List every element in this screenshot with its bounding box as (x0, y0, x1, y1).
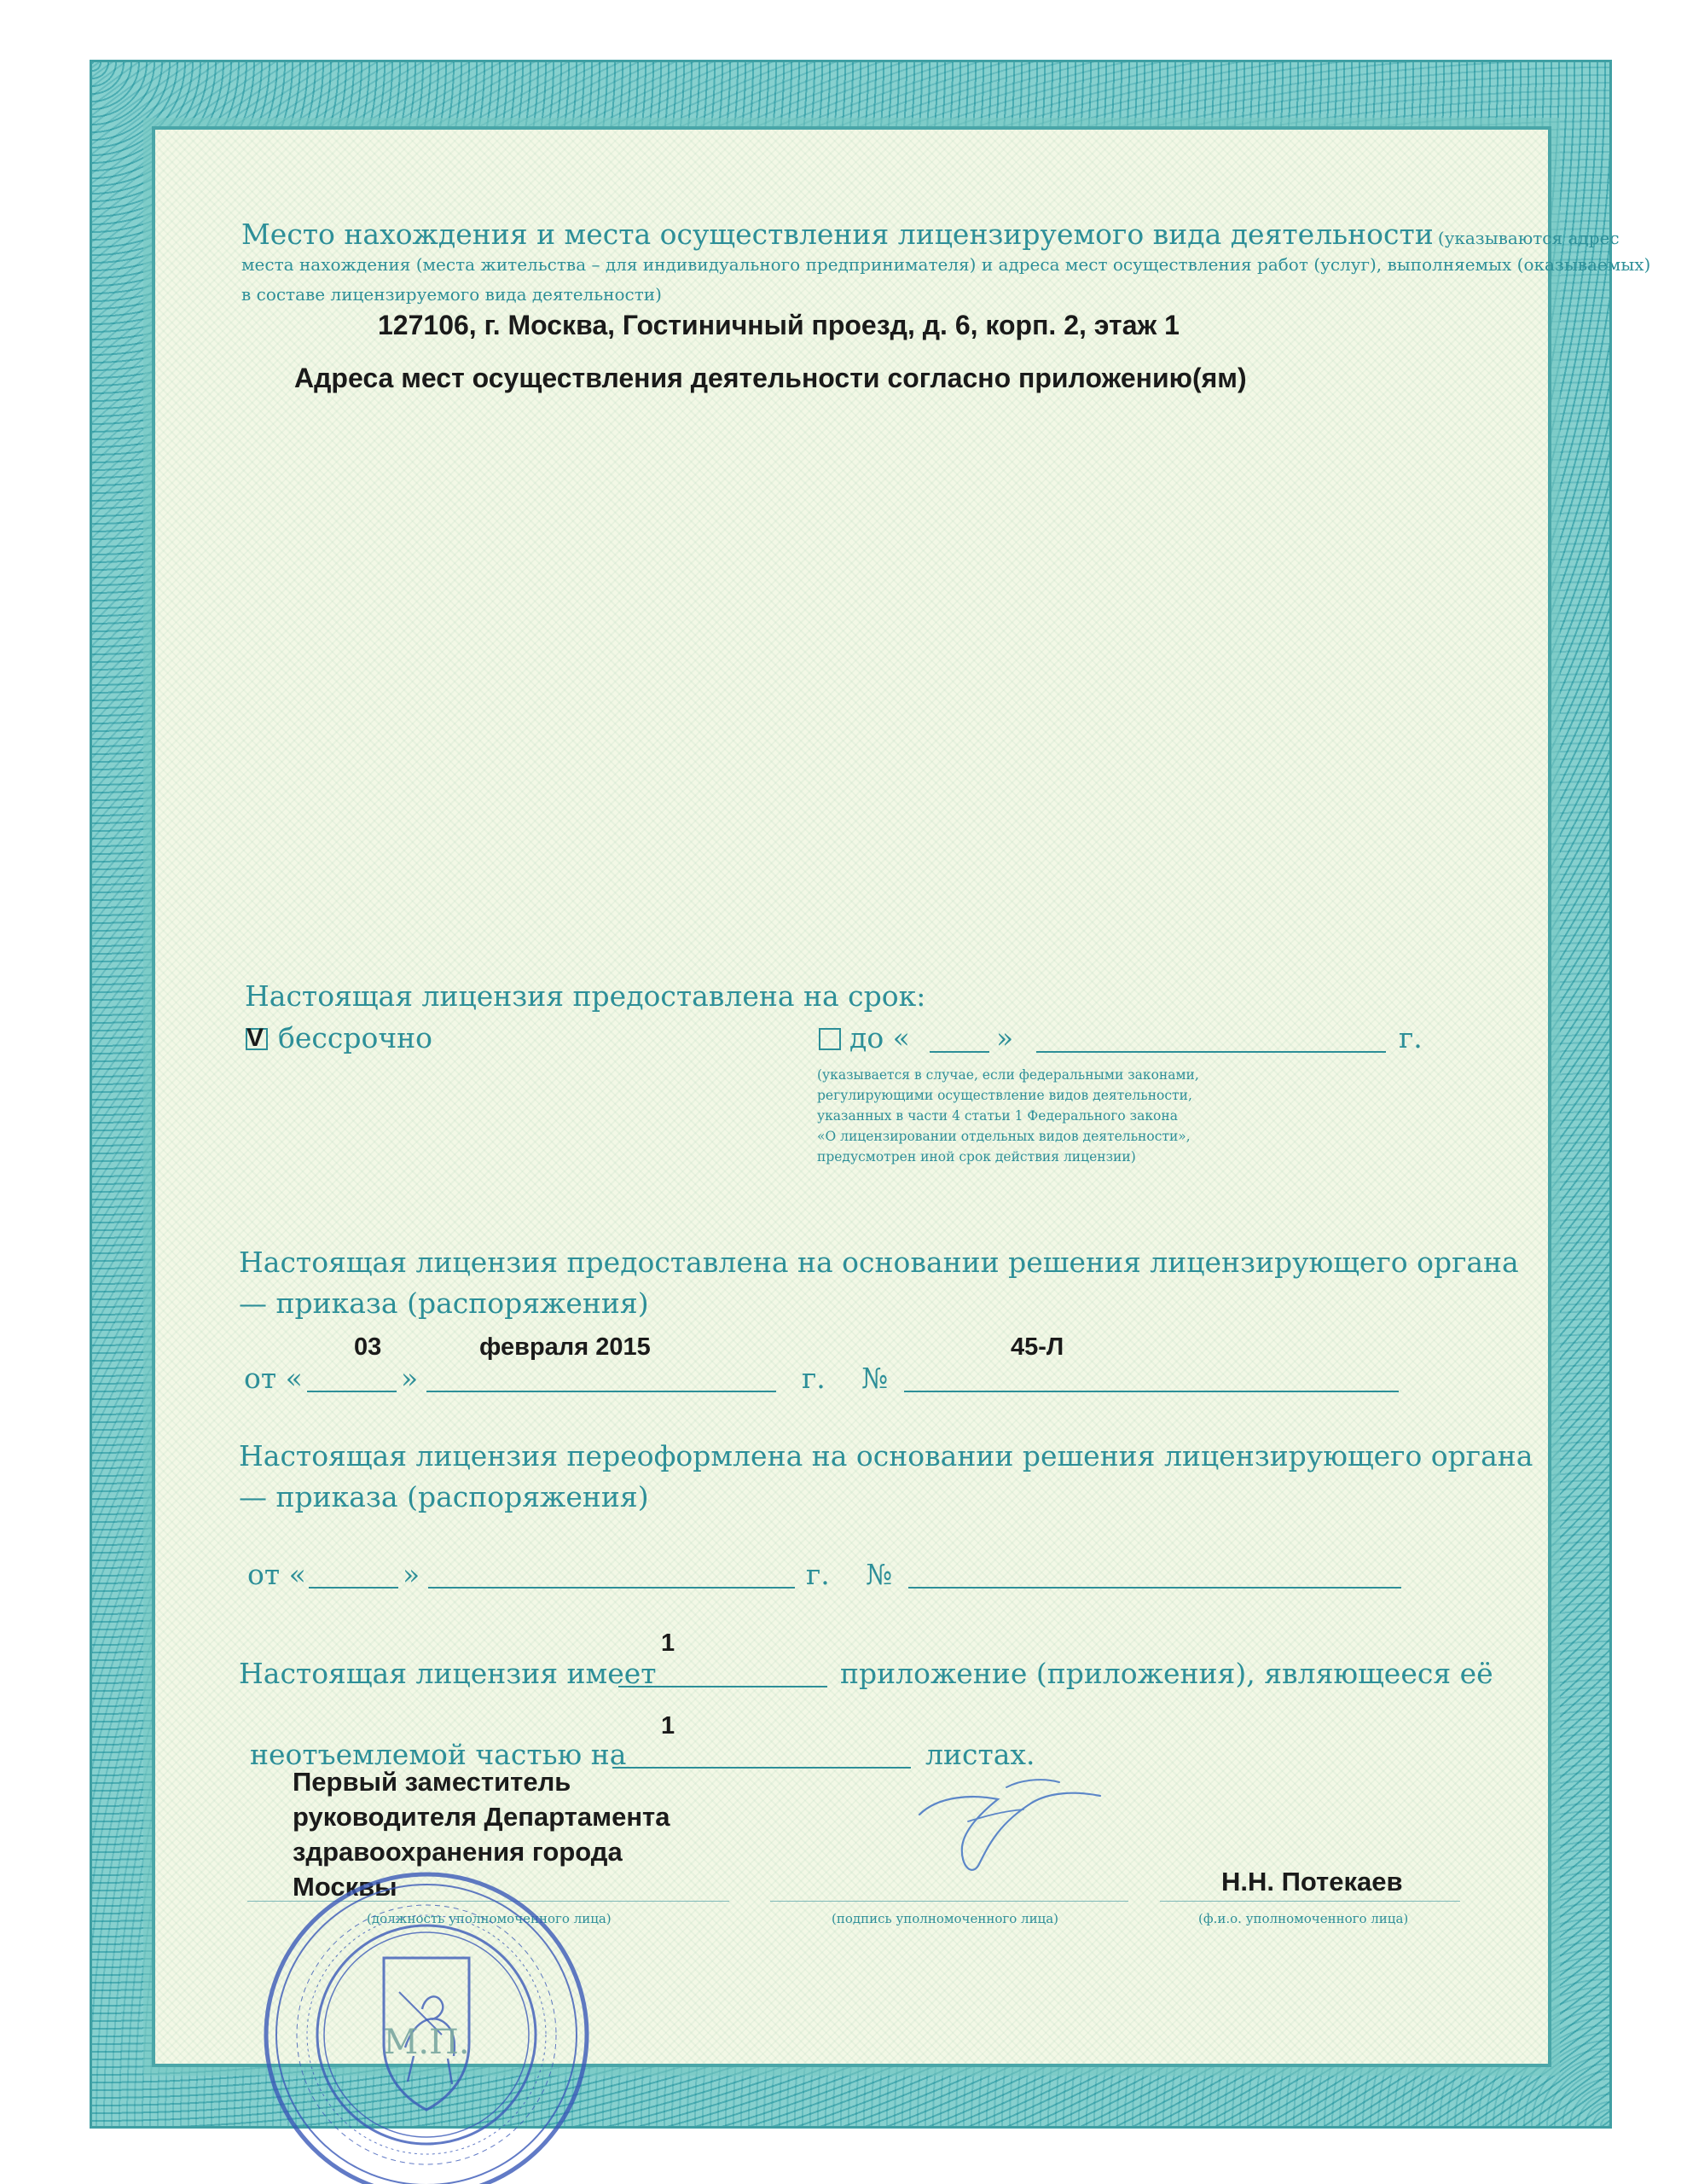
reissue-heading-line-1: Настоящая лицензия переоформлена на основании решения лицензирующего органа (239, 1439, 1533, 1472)
appendix-count-line (618, 1686, 827, 1687)
reissue-year-suffix: г. (806, 1558, 830, 1591)
grant-number-line (904, 1391, 1399, 1392)
grant-number: 45-Л (1011, 1333, 1064, 1361)
grant-date-line (426, 1391, 776, 1392)
grant-month-year: февраля 2015 (479, 1333, 651, 1361)
reissue-from-label: от « (247, 1558, 306, 1591)
appendix-line-2-prefix: неотъемлемой частью на (250, 1738, 627, 1771)
signatory-position-line: здравоохранения города (293, 1837, 623, 1867)
addresses-note: Адреса мест осуществления деятельности согласно приложению(ям) (294, 363, 1247, 393)
reissue-heading-line-2: — приказа (распоряжения) (239, 1480, 649, 1513)
term-note (817, 1065, 1199, 1167)
term-note-line: «О лицензировании отдельных видов деятельности», (817, 1129, 1191, 1144)
reissue-day-line (309, 1587, 398, 1589)
name-line (1160, 1901, 1460, 1902)
name-caption: (ф.и.о. уполномоченного лица) (1198, 1911, 1409, 1926)
seal-mp-label: М.П. (383, 2023, 470, 2062)
grant-number-label: № (861, 1362, 889, 1395)
grant-day: 03 (354, 1333, 382, 1361)
signature-scribble (904, 1762, 1109, 1890)
grant-from-label: от « (244, 1362, 303, 1395)
signatory-position-line: Москвы (293, 1872, 397, 1902)
term-note-line: регулирующими осуществление видов деятельности, (817, 1088, 1192, 1103)
grant-year-suffix: г. (802, 1362, 826, 1395)
until-year-suffix: г. (1399, 1021, 1423, 1054)
location-heading: Место нахождения и места осуществления лицензируемого вида деятельности (241, 218, 1434, 251)
license-address: 127106, г. Москва, Гостиничный проезд, д. 6, корп. 2, этаж 1 (378, 310, 1180, 340)
appendix-line-2-suffix: листах. (925, 1738, 1035, 1771)
reissue-number-label: № (866, 1558, 893, 1591)
reissue-number-line (908, 1587, 1401, 1589)
until-checkbox[interactable] (819, 1028, 841, 1050)
grant-heading-line-2: — приказа (распоряжения) (239, 1287, 649, 1320)
signature-caption: (подпись уполномоченного лица) (832, 1911, 1059, 1926)
indefinite-label: бессрочно (278, 1021, 433, 1054)
until-date-line (1036, 1051, 1386, 1053)
location-note-line-3: в составе лицензируемого вида деятельности) (241, 284, 662, 305)
location-note-line-2: места нахождения (места жительства – для индивидуального предпринимателя) и адреса мест осуществления работ (услуг), выполняемых (оказываемых) (241, 254, 1651, 275)
until-day-line (930, 1051, 989, 1053)
official-seal (247, 1864, 606, 2184)
location-heading-row (241, 218, 1620, 251)
reissue-date-line (428, 1587, 795, 1589)
term-heading: Настоящая лицензия предоставлена на срок: (245, 979, 926, 1013)
reissue-close-quote: » (403, 1558, 420, 1591)
grant-day-line (307, 1391, 397, 1392)
signatory-name: Н.Н. Потекаев (1221, 1867, 1403, 1896)
position-caption: (должность уполномоченного лица) (367, 1911, 612, 1926)
grant-close-quote: » (401, 1362, 419, 1395)
sheet-count: 1 (661, 1712, 675, 1740)
appendix-line-1-prefix: Настоящая лицензия имеет (239, 1657, 657, 1690)
signature-line (770, 1901, 1128, 1902)
signatory-position-line: Первый заместитель (293, 1767, 571, 1797)
appendix-count: 1 (661, 1629, 675, 1657)
signatory-position-line: руководителя Департамента (293, 1802, 670, 1832)
term-note-line: указанных в части 4 статьи 1 Федерального закона (817, 1108, 1178, 1124)
grant-heading-line-1: Настоящая лицензия предоставлена на основании решения лицензирующего органа (239, 1246, 1519, 1279)
term-note-line: предусмотрен иной срок действия лицензии) (817, 1149, 1136, 1165)
until-label: до « (849, 1021, 910, 1054)
appendix-line-1-suffix: приложение (приложения), являющееся её (840, 1657, 1493, 1690)
check-mark: V (246, 1024, 264, 1052)
until-close-quote: » (996, 1021, 1014, 1054)
location-heading-note: (указываются адрес (1437, 228, 1620, 248)
term-note-line: (указывается в случае, если федеральными законами, (817, 1067, 1199, 1083)
